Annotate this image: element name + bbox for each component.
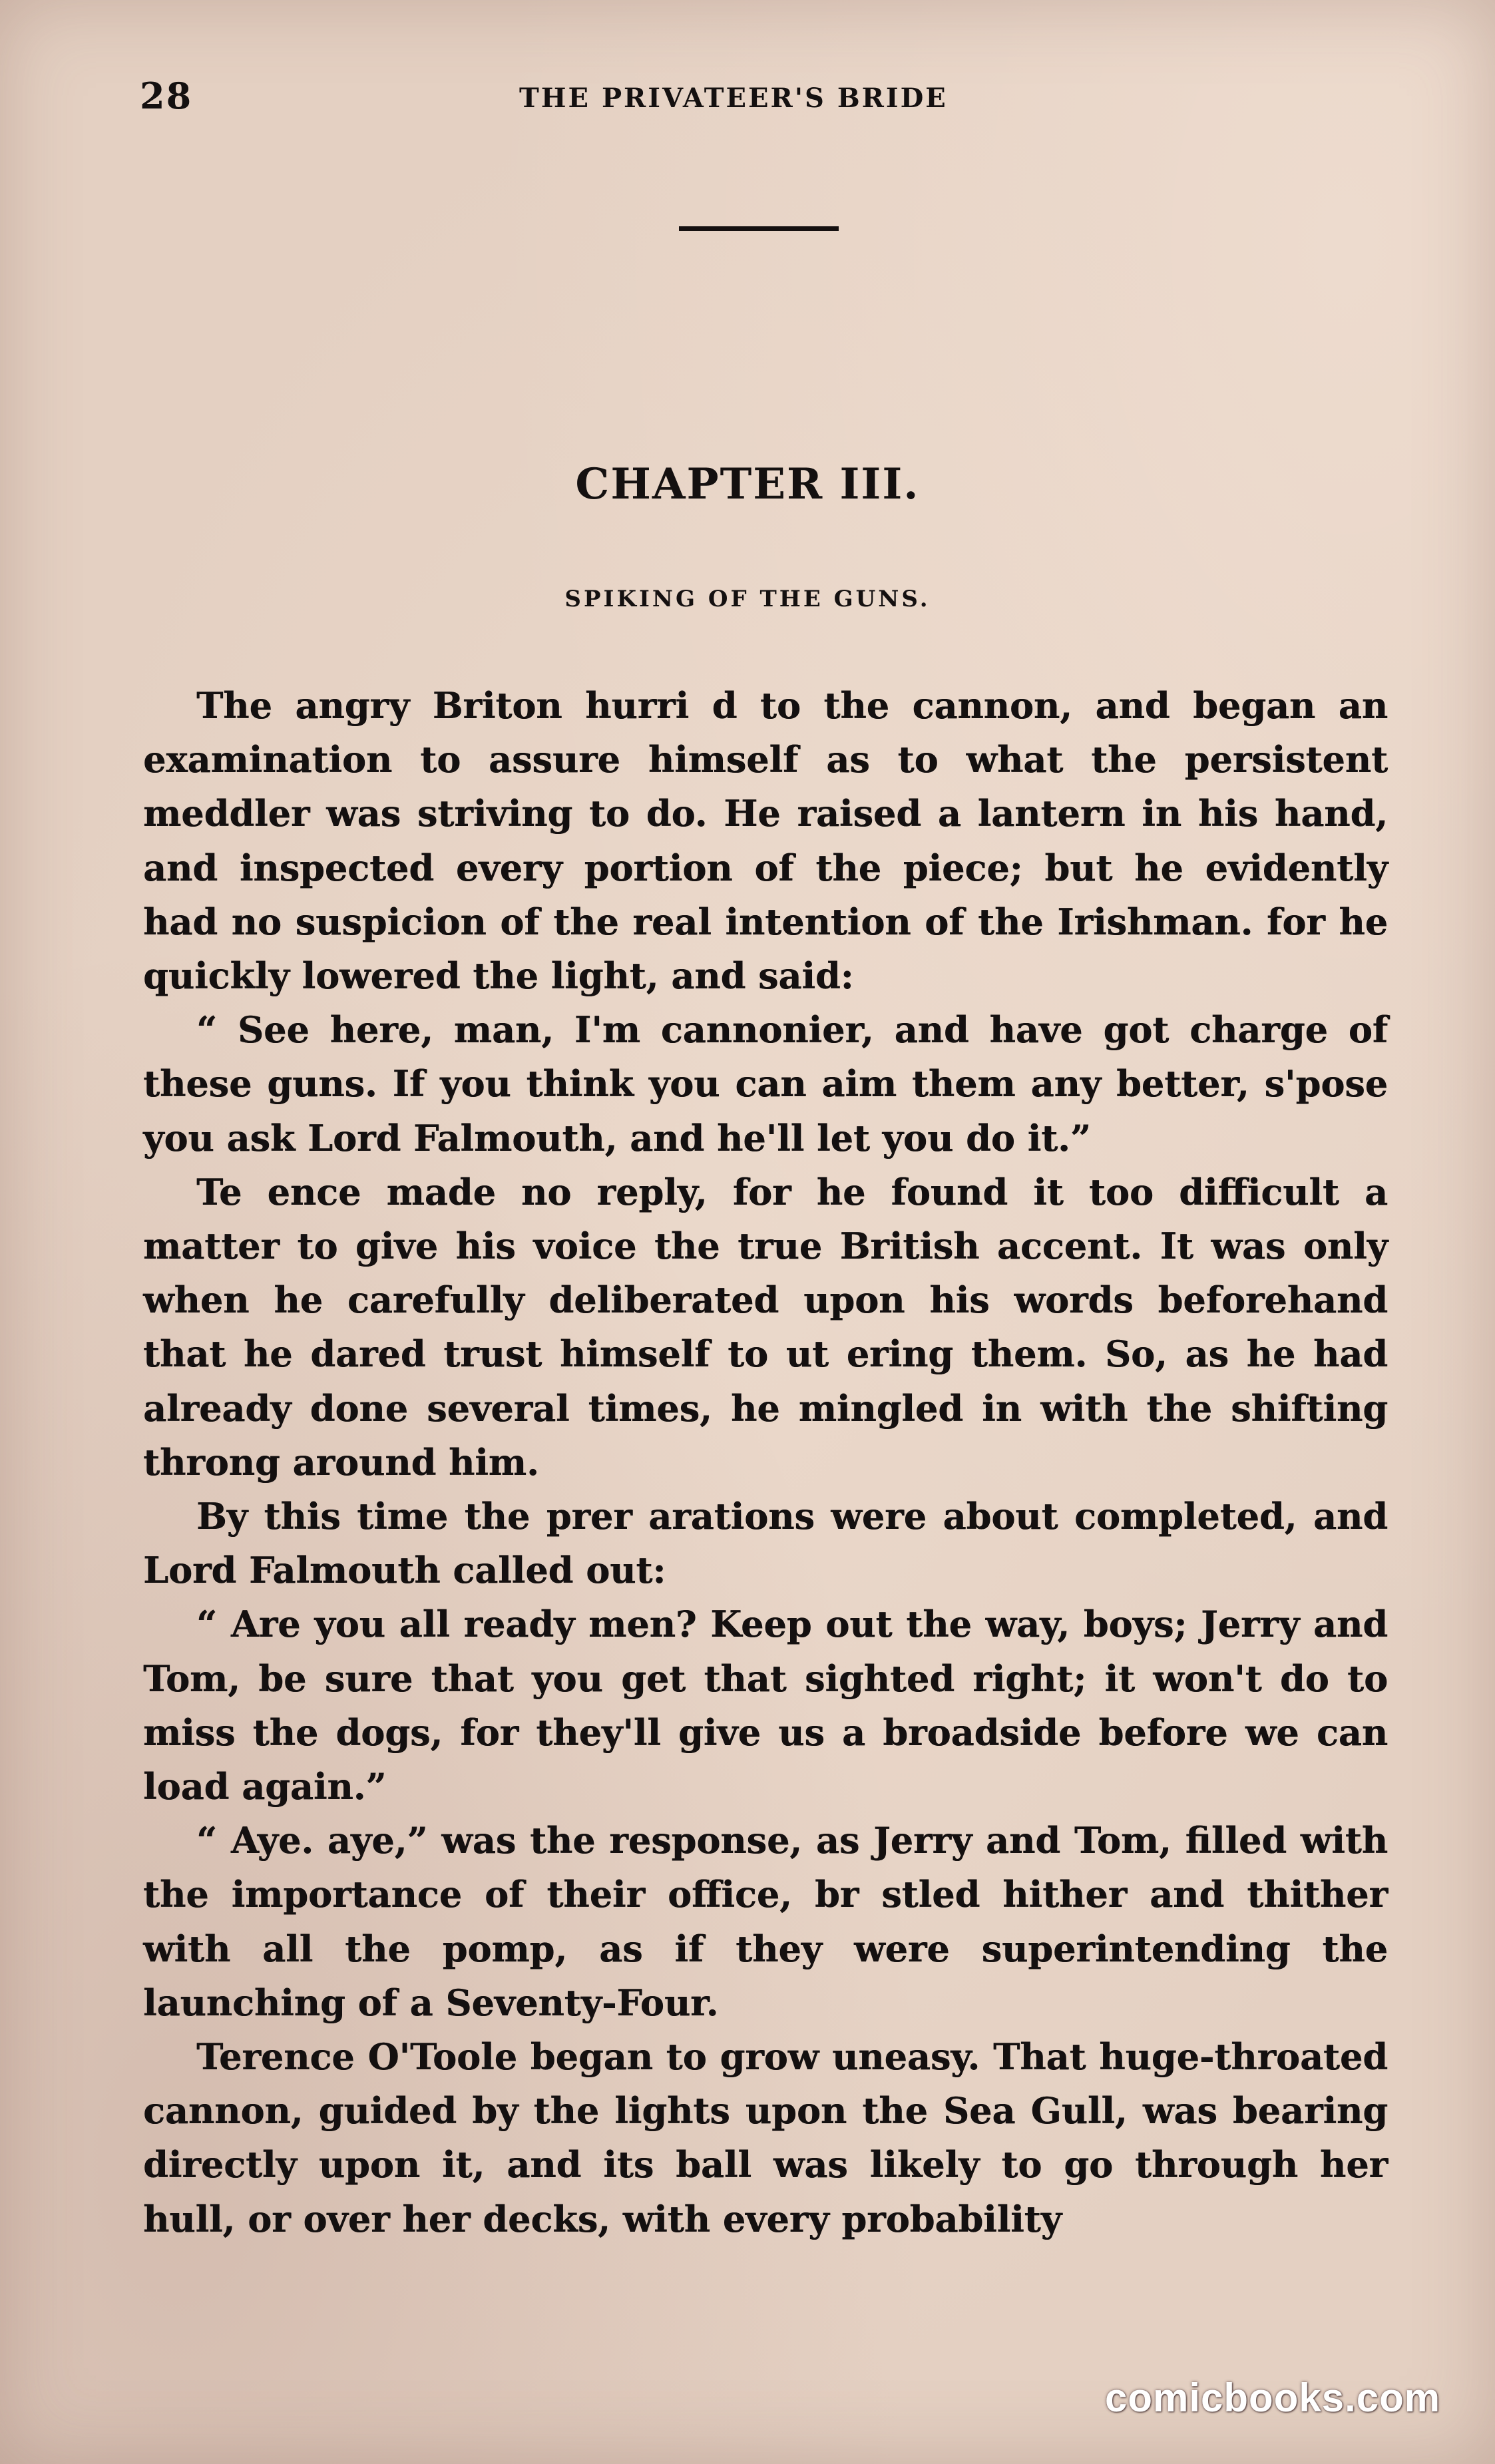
paragraph: The angry Briton hurri d to the cannon, and began an examination to assure himself as to what the persistent meddler was striving to do. He raised a lantern in his hand, and inspected every portion of the piece; but he evidently had no suspicion of the real intention of the Irishman. for he quickly lowered the light, and said: [143, 684, 1388, 998]
chapter-title: CHAPTER III. [575, 459, 920, 509]
page-number: 28 [140, 75, 193, 117]
chapter-subtitle: SPIKING OF THE GUNS. [564, 586, 931, 612]
paragraph: Terence O'Toole began to grow uneasy. That huge-throated cannon, guided by the lights upon the Sea Gull, was bearing directly upon it, and its ball was likely to go through her hull, or over her decks, with every probability [143, 2035, 1388, 2240]
body-text [143, 679, 1388, 2246]
decorative-rule [679, 226, 839, 231]
paragraph: “ See here, man, I'm cannonier, and have got charge of these guns. If you think you can aim them any better, s'pose you ask Lord Falmouth, and he'll let you do it.” [143, 1008, 1388, 1159]
book-title: THE PRIVATEER'S BRIDE [519, 83, 948, 114]
paragraph: “ Aye. aye,” was the response, as Jerry and Tom, filled with the importance of their office, br stled hither and thither with all the pomp, as if they were superintending the launching of a Seventy-Four. [143, 1819, 1388, 2024]
watermark: comicbooks.com [1105, 2375, 1441, 2420]
paragraph: “ Are you all ready men? Keep out the way, boys; Jerry and Tom, be sure that you get that sighted right; it won't do to miss the dogs, for they'll give us a broadside before we can load again.” [143, 1603, 1388, 1808]
running-head [140, 75, 1378, 121]
paragraph: By this time the prer arations were about completed, and Lord Falmouth called out: [143, 1495, 1388, 1592]
paragraph: Te ence made no reply, for he found it too difficult a matter to give his voice the true British accent. It was only when he carefully deliberated upon his words beforehand that he dared trust himself to ut ering them. So, as he had already done several times, he mingled in with the shifting throng around him. [143, 1170, 1388, 1484]
